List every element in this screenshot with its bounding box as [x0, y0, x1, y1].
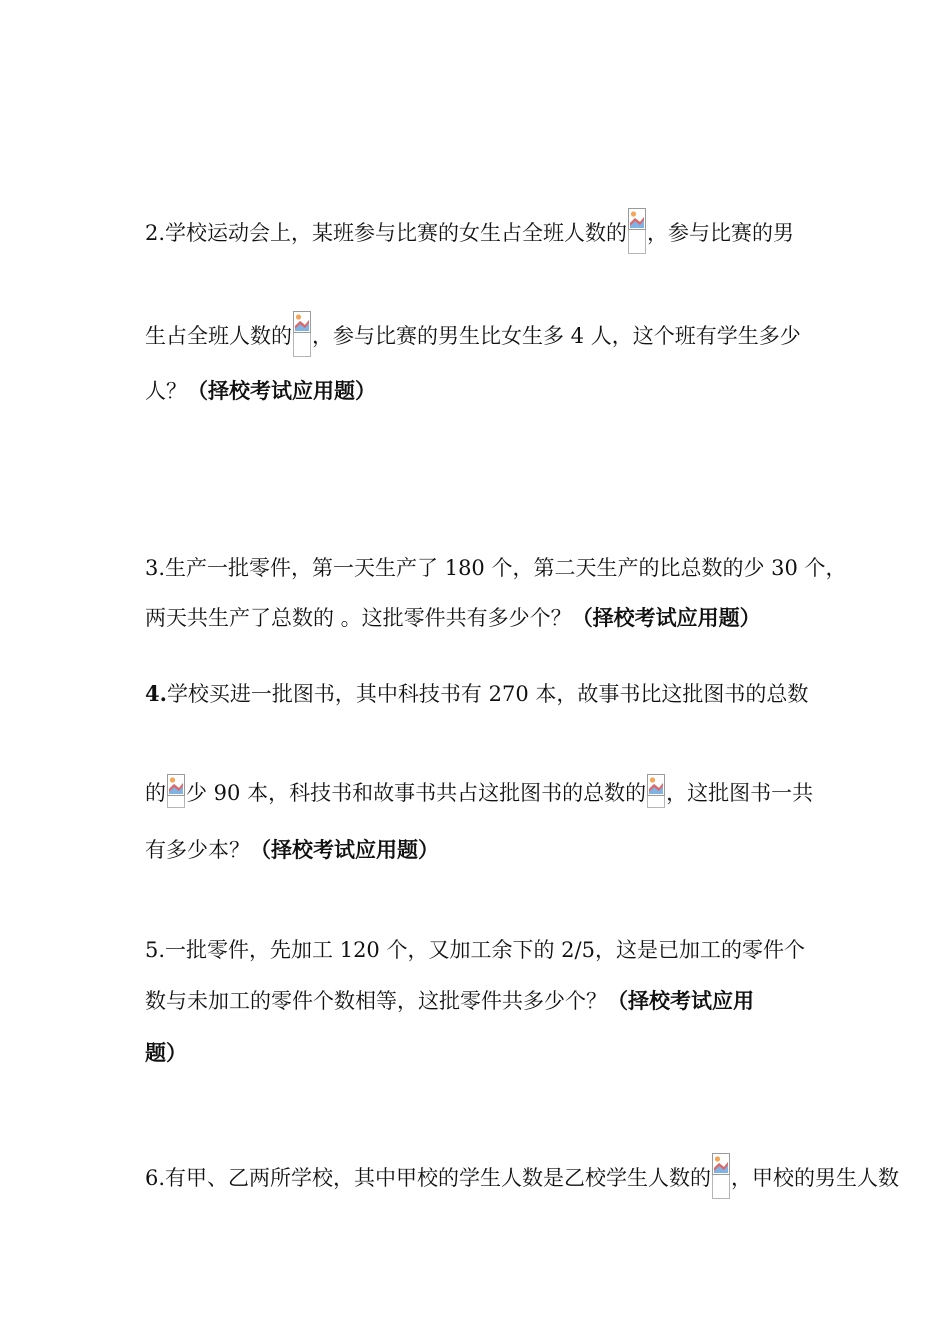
- exam-tag: 题）: [145, 1041, 187, 1065]
- text: 人？: [145, 379, 187, 403]
- text: 6.有甲、乙两所学校，其中甲校的学生人数是乙校学生人数的: [145, 1166, 712, 1190]
- exam-tag: （择校考试应用题）: [250, 838, 439, 862]
- broken-image-icon: [647, 774, 665, 808]
- problem-5-line-3: [145, 1038, 187, 1068]
- text: ，甲校的男生人数: [731, 1166, 900, 1190]
- text: 生占全班人数的: [145, 324, 292, 348]
- problem-4-line-3: [145, 835, 439, 865]
- text: ，参与比赛的男: [647, 221, 795, 245]
- broken-image-icon: [167, 774, 185, 808]
- problem-4-line-2: [145, 774, 813, 808]
- problem-2-line-3: [145, 376, 376, 406]
- exam-tag: （择校考试应用题）: [571, 606, 761, 630]
- problem-6-line-1: [145, 1153, 899, 1199]
- text: 少 90 本，科技书和故事书共占这批图书的总数的: [186, 781, 647, 805]
- text: 有多少本？: [145, 838, 250, 862]
- text: ，参与比赛的男生比女生多 4 人，这个班有学生多少: [312, 324, 801, 348]
- problem-3-line-2: [145, 603, 761, 633]
- broken-image-icon: [712, 1153, 730, 1199]
- broken-image-icon: [628, 208, 646, 254]
- problem-2-line-2: [145, 311, 801, 357]
- problem-5-line-2: [145, 986, 754, 1016]
- text: 3.生产一批零件，第一天生产了 180 个，第二天生产的比总数的少 30 个，: [145, 556, 847, 580]
- exam-tag: （择校考试应用: [607, 989, 754, 1013]
- problem-number: 4.: [145, 681, 167, 706]
- text: 5.一批零件，先加工 120 个，又加工余下的 2/5，这是已加工的零件个: [145, 938, 805, 962]
- text: ，这批图书一共: [666, 781, 814, 805]
- exam-tag: （择校考试应用题）: [187, 379, 376, 403]
- problem-2-line-1: [145, 208, 794, 254]
- text: 2.学校运动会上，某班参与比赛的女生占全班人数的: [145, 221, 628, 245]
- text: 两天共生产了总数的 。这批零件共有多少个？: [145, 606, 572, 630]
- problem-3-line-1: [145, 553, 847, 583]
- problem-5-line-1: [145, 935, 805, 965]
- text: 学校买进一批图书，其中科技书有 270 本，故事书比这批图书的总数: [166, 682, 809, 706]
- problem-4-line-1: [145, 679, 808, 709]
- text: 数与未加工的零件个数相等，这批零件共多少个？: [145, 989, 607, 1013]
- text: 的: [145, 781, 166, 805]
- broken-image-icon: [293, 311, 311, 357]
